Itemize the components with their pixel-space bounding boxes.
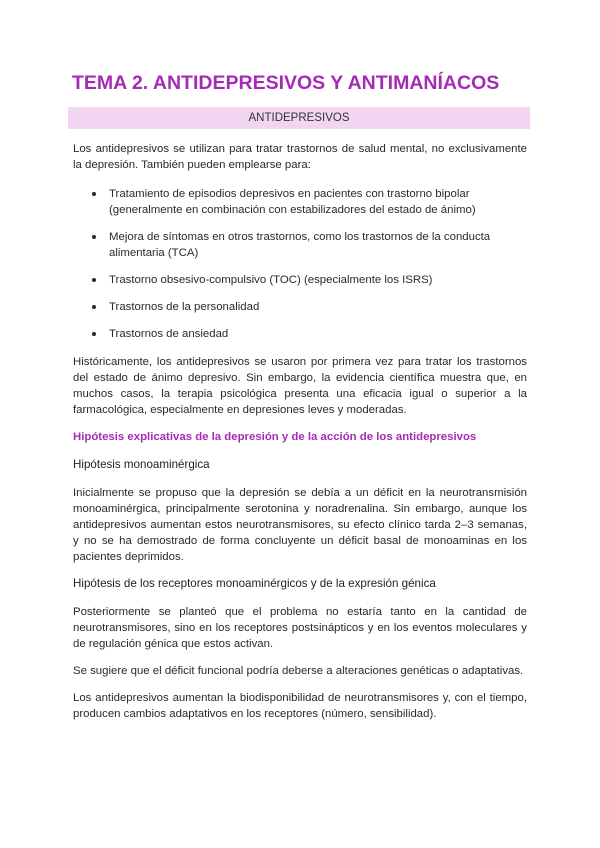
list-item [73, 299, 527, 315]
list-item [73, 272, 527, 288]
receptor-heading: Hipótesis de los receptores monoaminérgicos y de la expresión génica [73, 577, 436, 590]
list-item-text: Trastornos de la personalidad [109, 301, 260, 313]
bullet-icon [92, 235, 96, 239]
receptor-paragraph-1: Posteriormente se planteó que el problema no estaría tanto en la cantidad de neurotransmisores, sino en los receptores postsinápticos y en los eventos moleculares y de regulación génica que estos activan. [73, 606, 527, 650]
section-label: ANTIDEPRESIVOS [248, 112, 350, 124]
list-item-text: Trastornos de ansiedad [109, 328, 229, 340]
list-item [73, 229, 527, 261]
history-paragraph: Históricamente, los antidepresivos se usaron por primera vez para tratar los trastornos del estado de ánimo depresivo. Sin embargo, la evidencia científica muestra que, en muchos casos, la terapia psicológica presenta una eficacia igual o superior a la farmacológica, especialmente en depresiones leves y moderadas. [73, 356, 527, 416]
document-body [73, 141, 527, 722]
bullet-icon [92, 278, 96, 282]
page-title: TEMA 2. ANTIDEPRESIVOS Y ANTIMANÍACOS [72, 72, 500, 94]
bullet-icon [92, 332, 96, 336]
uses-list [73, 186, 527, 342]
monoamine-heading: Hipótesis monoaminérgica [73, 458, 210, 471]
monoamine-paragraph: Inicialmente se propuso que la depresión se debía a un déficit en la neurotransmisión monoaminérgica, principalmente serotonina y noradrenalina. Sin embargo, aunque los antidepresivos aumentan estos neurotransmisores, su efecto clínico tarda 2–3 semanas, y no se ha demostrado de forma concluyente un déficit basal de monoaminas en los pacientes deprimidos. [73, 487, 527, 563]
intro-paragraph: Los antidepresivos se utilizan para tratar trastornos de salud mental, no exclusivamente la depresión. También pueden emplearse para: [73, 143, 527, 171]
bullet-icon [92, 192, 96, 196]
bullet-icon [92, 305, 96, 309]
list-item [73, 186, 527, 218]
section-header [68, 107, 530, 129]
list-item-text: Trastorno obsesivo-compulsivo (TOC) (especialmente los ISRS) [109, 274, 433, 286]
list-item [73, 326, 527, 342]
hypotheses-heading: Hipótesis explicativas de la depresión y de la acción de los antidepresivos [73, 431, 477, 443]
list-item-text: Tratamiento de episodios depresivos en pacientes con trastorno bipolar (generalmente en combinación con estabilizadores del estado de ánimo) [109, 188, 476, 216]
receptor-paragraph-3: Los antidepresivos aumentan la biodisponibilidad de neurotransmisores y, con el tiempo, producen cambios adaptativos en los receptores (número, sensibilidad). [73, 692, 527, 720]
receptor-paragraph-2: Se sugiere que el déficit funcional podría deberse a alteraciones genéticas o adaptativas. [73, 665, 524, 677]
list-item-text: Mejora de síntomas en otros trastornos, como los trastornos de la conducta alimentaria (TCA) [109, 231, 491, 259]
